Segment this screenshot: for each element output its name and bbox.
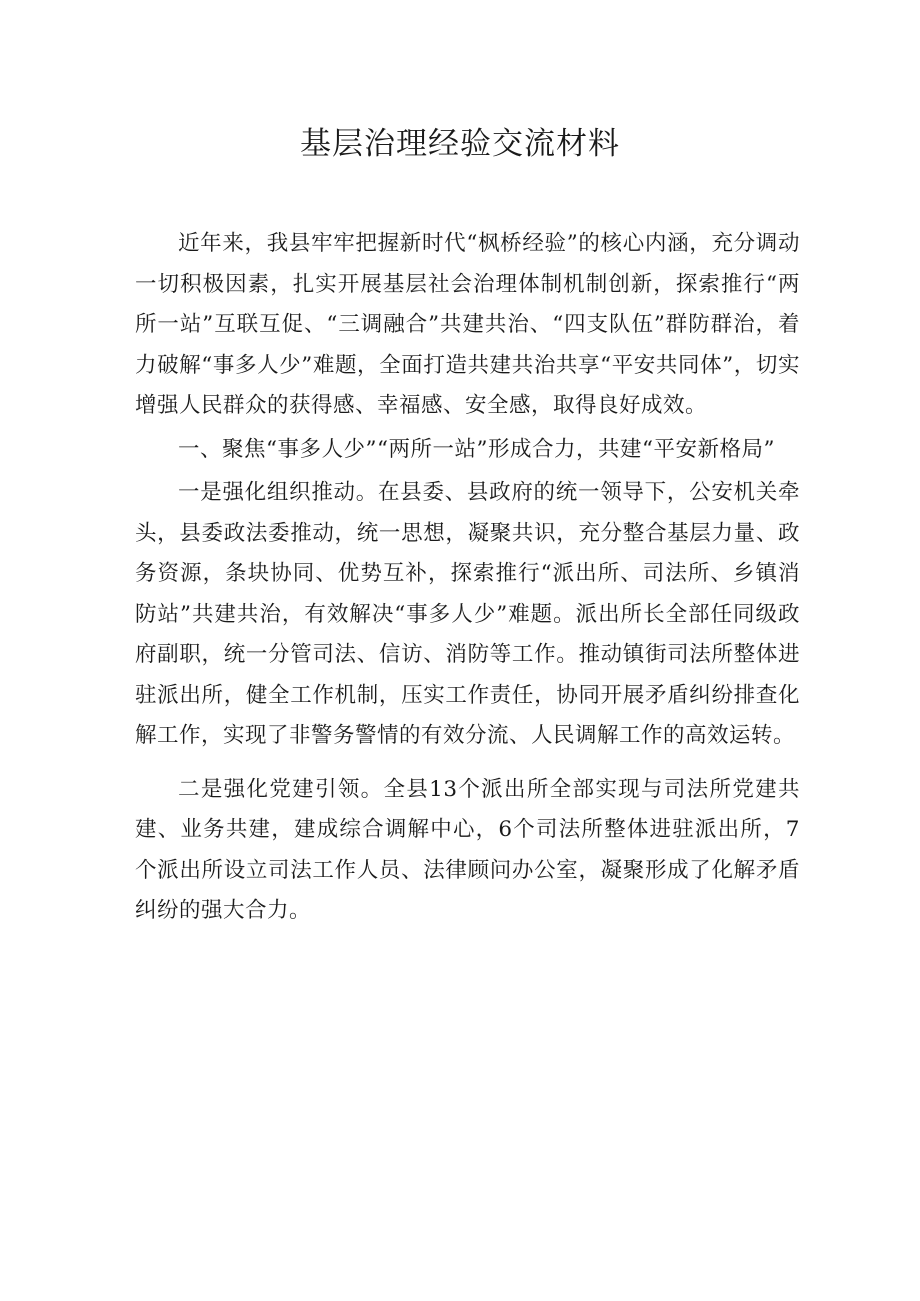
section-heading: 一、聚焦“事多人少”“两所一站”形成合力，共建“平安新格局” (178, 436, 775, 462)
document-body (135, 224, 800, 932)
intro-paragraph: 近年来，我县牢牢把握新时代“枫桥经验”的核心内涵，充分调动一切积极因素，扎实开展基层社会治理体制机制创新，探索推行“两所一站”互联互促、“三调融合”共建共治、“四支队伍”群防群治，着力破解“事多人少”难题，全面打造共建共治共享“平安共同体”，切实增强人民群众的获得感、幸福感、安全感，取得良好成效。 (135, 231, 800, 418)
page-title: 基层治理经验交流材料 (300, 126, 620, 162)
body-paragraph: 一是强化组织推动。在县委、县政府的统一领导下，公安机关牵头，县委政法委推动，统一思想，凝聚共识，充分整合基层力量、政务资源，条块协同、优势互补，探索推行“派出所、司法所、乡镇消防站”共建共治，有效解决“事多人少”难题。派出所长全部任同级政府副职，统一分管司法、信访、消防等工作。推动镇街司法所整体进驻派出所，健全工作机制，压实工作责任，协同开展矛盾纠纷排查化解工作，实现了非警务警情的有效分流、人民调解工作的高效运转。 (135, 480, 800, 748)
body-paragraph: 二是强化党建引领。全县13个派出所全部实现与司法所党建共建、业务共建，建成综合调解中心，6个司法所整体进驻派出所，7个派出所设立司法工作人员、法律顾问办公室，凝聚形成了化解矛盾纠纷的强大合力。 (135, 776, 800, 923)
